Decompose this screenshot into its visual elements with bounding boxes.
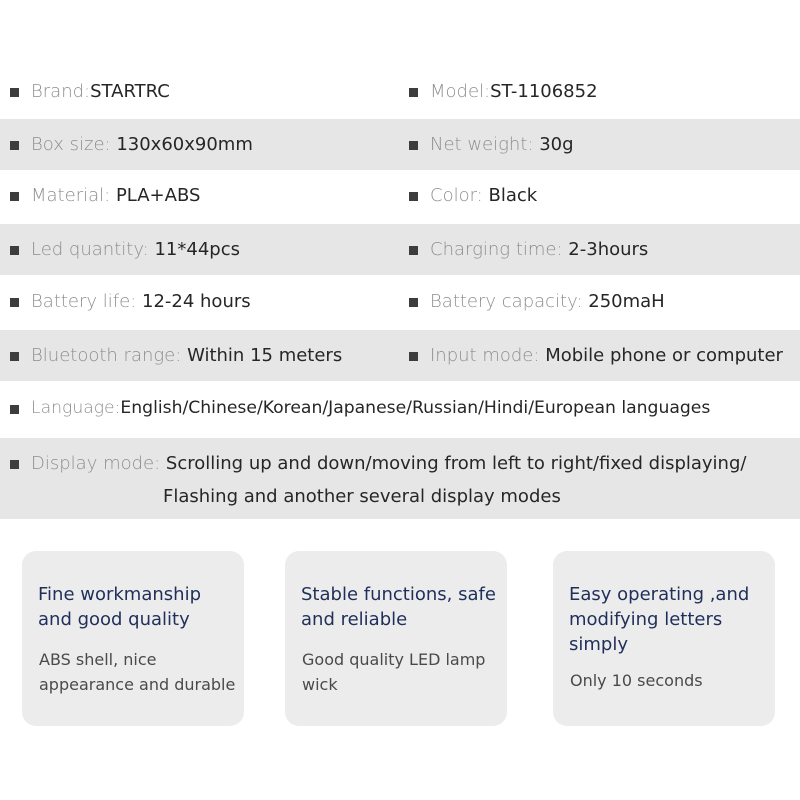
spec-value: Scrolling up and down/moving from left to right/fixed displaying/ xyxy=(165,453,747,474)
feature-card-title: Easy operating ,and modifying letters simply xyxy=(569,584,750,655)
spec-label: Bluetooth range: xyxy=(31,345,182,366)
spec-label: Language: xyxy=(31,398,121,418)
spec-row-language xyxy=(0,383,800,436)
square-bullet-icon xyxy=(409,192,418,201)
square-bullet-icon xyxy=(409,298,418,307)
square-bullet-icon xyxy=(10,192,19,201)
spec-label: Battery capacity: xyxy=(430,291,583,312)
spec-model xyxy=(430,83,598,101)
spec-brand xyxy=(31,83,170,101)
square-bullet-icon xyxy=(409,88,418,97)
spec-label: Led quantity: xyxy=(31,239,149,260)
spec-box-size xyxy=(31,136,253,154)
feature-card-title: Stable functions, safe and reliable xyxy=(301,584,496,630)
spec-label: Net weight: xyxy=(430,134,534,155)
feature-card-workmanship xyxy=(22,551,244,726)
spec-label: Box size: xyxy=(31,134,111,155)
spec-charging-time xyxy=(430,241,648,259)
spec-value: 130x60x90mm xyxy=(116,134,253,155)
spec-label: Model: xyxy=(430,81,491,102)
square-bullet-icon xyxy=(409,141,418,150)
feature-card-description: ABS shell, nice appearance and durable xyxy=(39,650,236,694)
spec-value: 12-24 hours xyxy=(142,291,251,312)
spec-label: Display mode: xyxy=(31,453,161,474)
spec-label: Input mode: xyxy=(430,345,540,366)
spec-value: 11*44pcs xyxy=(154,239,240,260)
square-bullet-icon xyxy=(10,141,19,150)
square-bullet-icon xyxy=(10,352,19,361)
spec-led-quantity xyxy=(31,241,240,259)
spec-value: ST-1106852 xyxy=(490,81,598,102)
spec-value: Within 15 meters xyxy=(187,345,343,366)
spec-row-battery xyxy=(0,276,800,328)
spec-label: Battery life: xyxy=(31,291,137,312)
spec-value: 2-3hours xyxy=(568,239,649,260)
square-bullet-icon xyxy=(10,460,19,469)
feature-card-description: Good quality LED lamp wick xyxy=(302,650,486,694)
spec-label: Material: xyxy=(31,185,111,206)
spec-input-mode xyxy=(430,347,783,365)
spec-row-display-mode xyxy=(0,438,800,519)
spec-label: Brand: xyxy=(31,81,91,102)
square-bullet-icon xyxy=(10,88,19,97)
spec-value: 30g xyxy=(539,134,574,155)
spec-display-mode xyxy=(31,455,746,473)
spec-row-box-weight xyxy=(0,119,800,170)
square-bullet-icon xyxy=(409,352,418,361)
square-bullet-icon xyxy=(10,298,19,307)
feature-card-title: Fine workmanship and good quality xyxy=(38,584,201,630)
feature-card-stability xyxy=(285,551,507,726)
feature-card-description: Only 10 seconds xyxy=(570,671,703,690)
spec-value: STARTRC xyxy=(90,81,170,102)
spec-value: Mobile phone or computer xyxy=(545,345,783,366)
spec-battery-capacity xyxy=(430,293,665,311)
spec-value: PLA+ABS xyxy=(115,185,201,206)
spec-net-weight xyxy=(430,136,574,154)
spec-battery-life xyxy=(31,293,251,311)
spec-label: Charging time: xyxy=(430,239,563,260)
spec-row-bluetooth-input xyxy=(0,330,800,381)
spec-label: Color: xyxy=(430,185,483,206)
spec-value: Black xyxy=(488,185,538,206)
square-bullet-icon xyxy=(409,246,418,255)
square-bullet-icon xyxy=(10,405,19,414)
spec-row-led-charging xyxy=(0,224,800,275)
spec-material xyxy=(31,187,200,205)
spec-color xyxy=(430,187,537,205)
feature-card-operation xyxy=(553,551,775,726)
spec-value: English/Chinese/Korean/Japanese/Russian/Hindi/European languages xyxy=(120,398,711,418)
square-bullet-icon xyxy=(10,246,19,255)
spec-row-brand-model xyxy=(0,66,800,118)
spec-language xyxy=(31,400,710,417)
spec-bluetooth-range xyxy=(31,347,342,365)
spec-row-material-color xyxy=(0,170,800,222)
spec-display-mode-continued: Flashing and another several display modes xyxy=(163,486,561,507)
spec-value: 250maH xyxy=(588,291,665,312)
